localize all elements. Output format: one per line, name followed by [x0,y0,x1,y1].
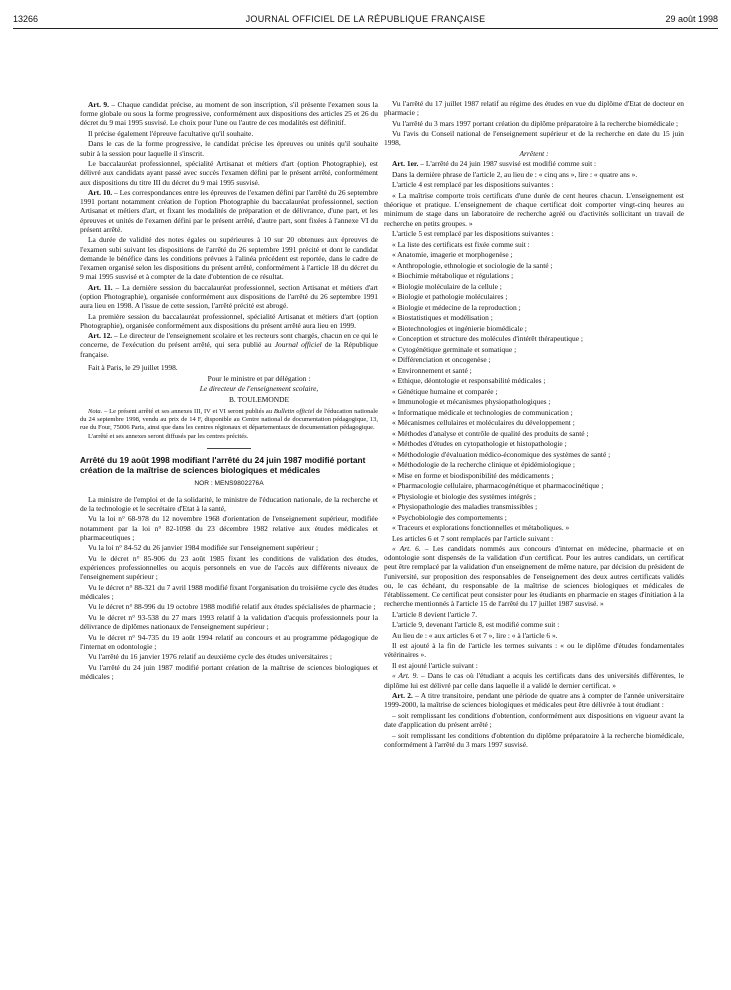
signatory-title: Le directeur de l'enseignement scolaire, [199,384,319,394]
article-label: Art. 10. [88,188,113,198]
paragraph: Il précise également l'épreuve facultative qu'il souhaite. [88,128,254,138]
paragraph: La première session du baccalauréat professionnel, spécialité Artisanat et métiers d'art (option Photographie), organisée conformément aux dispositions du présent arrêté aura lieu en 1999. [80,311,378,330]
article-text: de la République française. [80,340,378,359]
list-item: « La liste des certificats est fixée comme suit : [392,239,530,249]
divider [207,448,251,449]
list-item: « Biologie et médecine de la reproduction ; [392,302,521,312]
signature-date: Fait à Paris, le 29 juillet 1998. [88,363,178,373]
signatory-name: B. TOULEMONDE [228,394,290,404]
list-item: « Mécanismes cellulaires et moléculaires du développement ; [392,418,575,428]
certificate-list [384,240,684,533]
list-item: « Génétique humaine et comparée ; [392,386,498,396]
article-label: « Art. 6. [392,544,421,554]
list-item: « Physiopathologie des maladies transmissibles ; [392,502,538,512]
arretent: Arrêtent : [519,148,549,158]
article-label: Art. 2. [392,691,413,701]
list-item: « Cytogénétique germinale et somatique ; [392,344,517,354]
nota-label: Nota. [88,408,103,416]
article-text: – L'arrêté du 24 juin 1987 susvisé est modifié comme suit : [418,159,597,169]
article-2 [384,691,684,709]
article-text: – A titre transitoire, pendant une période de quatre ans à compter de l'année universitaire 1999-2000, la maîtrise de sciences biologiques et médicales peut être délivrée à tout étudiant : [384,691,685,710]
paragraph: Les articles 6 et 7 sont remplacés par l'article suivant : [392,533,554,543]
article-text: – Dans le cas où l'étudiant a acquis les certificats dans des universités différentes, le diplôme lui est délivré par celle dans laquelle il a validé le dernier certificat. » [384,671,684,690]
list-item: « Méthodes d'études en cytopathologie et histopathologie ; [392,439,567,449]
article-12 [80,331,378,359]
list-item: « Biologie moléculaire de la cellule ; [392,281,502,291]
article-text: – Le directeur de l'enseignement scolaire et les recteurs sont chargés, chacun en ce qui le concerne, de l'exécution du présent arrêté, qui sera publié au [80,331,378,350]
list-item: « Méthodologie de la recherche clinique et épidémiologique ; [392,460,575,470]
paragraph: « La maîtrise comporte trois certificats d'une durée de cent heures chacun. L'enseignement est théorique et pratique. L'enseignement de chaque certificat doit comporter vingt-cinq heures au minimum de stage dans un laboratoire de recherche agréé ou d'activités sollicitant un travail de recherche en petits groupes. » [384,190,684,228]
article-11 [80,283,378,311]
paragraph: L'article 4 est remplacé par les dispositions suivantes : [392,180,554,190]
visa: Vu l'arrêté du 17 juillet 1987 relatif au régime des études en vue du diplôme d'Etat de docteur en pharmacie ; [384,99,684,118]
bullet-item: – soit remplissant les conditions d'obtention, conformément aux dispositions en vigueur avant la date d'application du présent arrêté ; [384,710,684,730]
visa: Vu le décret n° 85-906 du 23 août 1985 fixant les conditions de validation des études, expériences professionnelles ou acquis personnels en vue de l'accès aux différents niveaux de l'enseignement supérieur ; [80,553,378,582]
article-text: – Les candidats nommés aux concours d'internat en médecine, pharmacie et en odontologie sont dispensés de la validation d'un certificat. Pour les autres candidats, un certificat peut être remplacé par la validation d'un enseignement de même nature, par décision du président de l'université, sur proposition des responsables de l'enseignement des deux autres certificats validés ou, le cas échéant, du responsable de la maîtrise de sciences biologiques et médicales de l'établissement. Ce certificat peut consister pour les étudiants en pharmacie en stages d'initiation à la recherche mentionnés à l'article 15 de l'arrêté du 17 juillet 1987 susvisé. » [384,544,684,609]
header-date: 29 août 1998 [665,14,718,24]
list-item: « Méthodes d'analyse et contrôle de qualité des produits de santé ; [392,428,589,438]
list-item: « Psychobiologie des comportements ; [392,512,507,522]
paragraph: La durée de validité des notes égales ou supérieures à 10 sur 20 obtenues aux épreuves de l'examen subi suivant les dispositions de l'arrêté du 26 septembre 1991 précité et dont le candidat demande le bénéfice dans les conditions prévues à l'alinéa précédent est reportée, dans le cadre de l'examen organisé selon les dispositions du présent arrêté, conformément à l'article 18 du décret du 9 mai 1995 susvisé et à compter de la date d'obtention de ce résultat. [80,235,378,282]
paragraph: L'article 9, devenant l'article 8, est modifié comme suit : [392,620,560,630]
list-item: « Biologie et pathologie moléculaires ; [392,292,508,302]
list-item: « Mise en forme et biodisponibilité des médicaments ; [392,470,554,480]
article-10 [80,188,378,234]
nota-paragraph: L'arrêté et ses annexes seront diffusés par les centres précités. [88,433,249,441]
paragraph: Au lieu de : « aux articles 6 et 7 », lire : « à l'article 6 ». [392,630,558,640]
left-column [80,100,378,682]
new-article-6 [384,544,684,608]
nota-text: – Le présent arrêté et ses annexes III, IV et VI seront publiés au [102,408,274,416]
nor-reference: NOR : MENS9802276A [194,480,264,488]
paragraph: L'article 8 devient l'article 7. [392,609,478,619]
list-item: « Pharmacologie cellulaire, pharmacogénétique et pharmacocinétique ; [392,481,604,491]
nota-text: de l'éducation nationale du 24 septembre 1998, vendu au prix de 14 F, disponible au Centre national de documentation pédagogique, 13, rue du Four, 75006 Paris, ainsi que dans les centres régionaux et départementaux de documentation pédagogique. [80,408,379,432]
visa: Vu l'arrêté du 3 mars 1997 portant création du diplôme préparatoire à la recherche biomédicale ; [392,118,679,128]
article-text: – Chaque candidat précise, au moment de son inscription, s'il présente l'examen sous la forme globale ou sous la forme progressive, conformément aux dispositions des articles 25 et 26 du décret du 9 mai 1995 susvisé. Le choix pour l'une ou l'autre de ces modalités est définitif. [80,100,378,128]
visa: Vu l'avis du Conseil national de l'enseignement supérieur et de la recherche en date du 15 juin 1998, [384,129,684,148]
page-header [13,14,718,29]
article-label: Art. 11. [88,282,113,292]
paragraph: Il est ajouté l'article suivant : [392,660,478,670]
visa: Vu la loi n° 68-978 du 12 novembre 1968 d'orientation de l'enseignement supérieur, modifiée notamment par la loi n° 82-1098 du 23 décembre 1982 relative aux études médicales et pharmaceutiques ; [80,514,378,542]
article-label: « Art. 9. [392,671,419,681]
article-1 [384,159,684,168]
visa: Vu l'arrêté du 16 janvier 1976 relatif au deuxième cycle des études universitaires ; [88,652,332,662]
article-label: Art. 9. [88,100,109,109]
visa: Vu la loi n° 84-52 du 26 janvier 1984 modifiée sur l'enseignement supérieur ; [88,543,319,553]
list-item: « Informatique médicale et technologies de communication ; [392,407,573,417]
list-item: « Conception et structure des molécules d'intérêt thérapeutique ; [392,334,583,344]
new-article-9 [384,671,684,689]
list-item: « Physiologie et biologie des systèmes intégrés ; [392,491,536,501]
list-item: « Immunologie et mécanismes physiopathologiques ; [392,397,551,407]
list-item: « Différenciation et oncogenèse ; [392,355,491,365]
visa: Vu le décret n° 93-538 du 27 mars 1993 relatif à la validation d'acquis professionnels pour la délivrance de diplômes nationaux de l'enseignement supérieur ; [80,612,378,632]
list-item: « Méthodologie d'évaluation médico-économique des systèmes de santé ; [392,449,611,459]
nota [80,408,378,432]
paragraph: L'article 5 est remplacé par les dispositions suivantes : [392,229,554,239]
list-item: « Biostatistiques et modélisation ; [392,313,493,323]
list-item: « Environnement et santé ; [392,365,472,375]
article-label: Art. 12. [88,331,113,341]
visa: Vu le décret n° 88-996 du 19 octobre 1988 modifié relatif aux études spécialisées de pharmacie ; [88,602,376,612]
preamble: La ministre de l'emploi et de la solidarité, le ministre de l'éducation nationale, de la recherche et de la technologie et le secrétaire d'Etat à la santé, [80,494,378,513]
paragraph: Dans la dernière phrase de l'article 2, au lieu de : « cinq ans », lire : « quatre ans ». [392,169,638,179]
list-item: « Biochimie métabolique et régulations ; [392,271,514,281]
list-item: « Traceurs et explorations fonctionnelles et métaboliques. » [392,523,570,533]
bullet-item: – soit remplissant les conditions d'obtention du diplôme préparatoire à la recherche biomédicale, conformément à l'arrêté du 3 mars 1997 susvisé. [384,730,684,749]
paragraph: Dans le cas de la forme progressive, le candidat précise les épreuves ou unités qu'il souhaite subir à la session pour laquelle il s'inscrit. [80,139,378,158]
list-item: « Ethique, déontologie et responsabilité médicales ; [392,376,546,386]
paragraph: Il est ajouté à la fin de l'article les termes suivants : « ou le diplôme d'études fondamentales vétérinaires ». [384,641,684,660]
right-column [384,99,684,750]
page-number: 13266 [13,14,39,24]
list-item: « Anthropologie, ethnologie et sociologie de la santé ; [392,260,553,270]
journal-title: JOURNAL OFFICIEL DE LA RÉPUBLIQUE FRANÇAISE [245,14,486,24]
list-item: « Biotechnologies et ingénierie biomédicale ; [392,323,527,333]
arrete-title: Arrêté du 19 août 1998 modifiant l'arrêté du 24 juin 1987 modifié portant création de la maîtrise de sciences biologiques et médicales [80,455,366,476]
article-9 [80,100,378,128]
visa: Vu l'arrêté du 24 juin 1987 modifié portant création de la maîtrise de sciences biologiques et médicales ; [80,662,378,681]
article-text: – La dernière session du baccalauréat professionnel, section Artisanat et métiers d'art (option Photographie), organisée conformément aux dispositions de l'arrêté du 26 septembre 1991 aura lieu en 1998. A l'issue de cette session, l'arrêté précité est abrogé. [80,282,378,311]
journal-officiel-ref: Journal officiel [274,340,322,350]
list-item: « Anatomie, imagerie et morphogenèse ; [392,250,513,260]
article-label: Art. 1er. [392,159,419,169]
visa: Vu le décret n° 94-735 du 19 août 1994 relatif au concours et au programme pédagogique de l'internat en odontologie ; [80,632,378,651]
bulletin-ref: Bulletin officiel [273,408,315,416]
signature-line: Pour le ministre et par délégation : [207,373,311,383]
paragraph: Le baccalauréat professionnel, spécialité Artisanat et métiers d'art (option Photographie), est délivré aux candidats ayant passé avec succès l'examen défini par le présent arrêté, conformément aux dispositions du titre III du décret du 9 mai 1995 susvisé. [80,159,378,187]
article-text: – Les correspondances entre les épreuves de l'examen défini par l'arrêté du 26 septembre 1991 portant notamment création de l'option Photographie du baccalauréat professionnel, section Artisanat et métiers d'art, et fixant les modalités de préparation et de délivrance, d'une part, et les épreuves et unités de l'examen défini par le présent arrêté, d'autre part, sont fixées à l'annexe VI du présent arrêté. [80,188,378,234]
visa: Vu le décret n° 88-321 du 7 avril 1988 modifié fixant l'organisation du troisième cycle des études médicales ; [80,582,378,601]
